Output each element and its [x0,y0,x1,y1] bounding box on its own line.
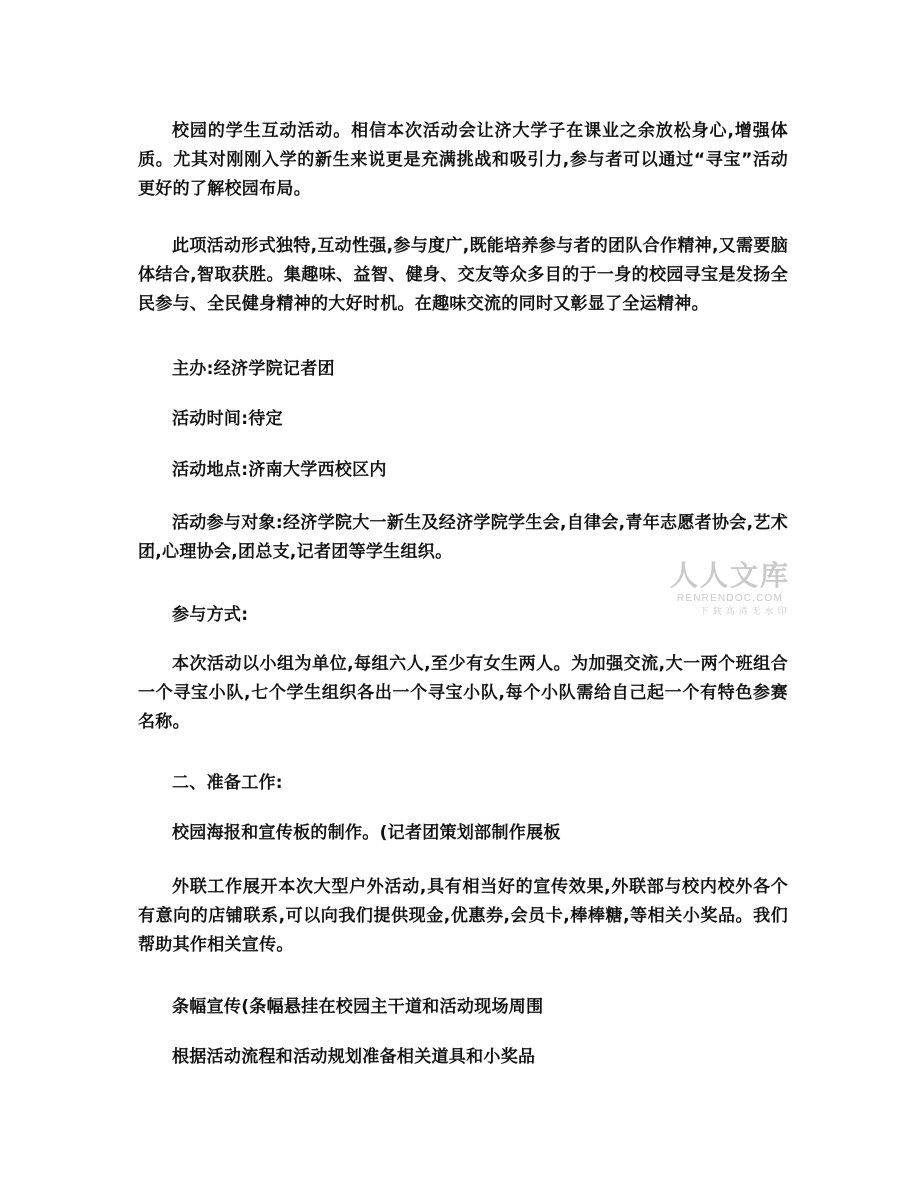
paragraph-features: 此项活动形式独特,互动性强,参与度广,既能培养参与者的团队合作精神,又需要脑体结合,智取获胜。集趣味、益智、健身、交友等众多目的于一身的校园寻宝是发扬全民参与、全民健身精神的大好时机。在趣味交流的同时又彰显了全运精神。 [138,236,788,314]
paragraph-grouping: 本次活动以小组为单位,每组六人,至少有女生两人。为加强交流,大一两个班组合一个寻宝小队,七个学生组织各出一个寻宝小队,每个小队需给自己起一个有特色参赛名称。 [138,654,788,732]
time-line: 活动时间:待定 [172,409,283,429]
paragraph-intro: 校园的学生互动活动。相信本次活动会让济大学子在课业之余放松身心,增强体质。尤其对刚刚入学的新生来说更是充满挑战和吸引力,参与者可以通过“寻宝”活动更好的了解校园布局。 [138,121,788,199]
paragraph-sponsorship: 外联工作展开本次大型户外活动,具有相当好的宣传效果,外联部与校内校外各个有意向的店铺联系,可以向我们提供现金,优惠券,会员卡,棒棒糖,等相关小奖品。我们帮助其作相关宣传。 [138,877,788,955]
organizer-line: 主办:经济学院记者团 [172,359,335,379]
watermark-slogan: 下载高清无水印 [699,606,791,616]
location-line: 活动地点:济南大学西校区内 [172,460,387,480]
paragraph-participants: 活动参与对象:经济学院大一新生及经济学院学生会,自律会,青年志愿者协会,艺术团,心理协会,团总支,记者团等学生组织。 [138,513,788,562]
watermark-title: 人人文库 [669,560,790,591]
method-heading: 参与方式: [172,605,249,625]
section-heading-preparation: 二、准备工作: [172,773,283,793]
banner-line: 条幅宣传(条幅悬挂在校园主干道和活动现场周围 [172,997,544,1017]
watermark-logo [660,560,800,617]
props-line: 根据活动流程和活动规划准备相关道具和小奖品 [172,1047,536,1067]
poster-line: 校园海报和宣传板的制作。(记者团策划部制作展板 [172,823,561,843]
watermark-domain: RENRENDOC.COM [676,593,784,604]
